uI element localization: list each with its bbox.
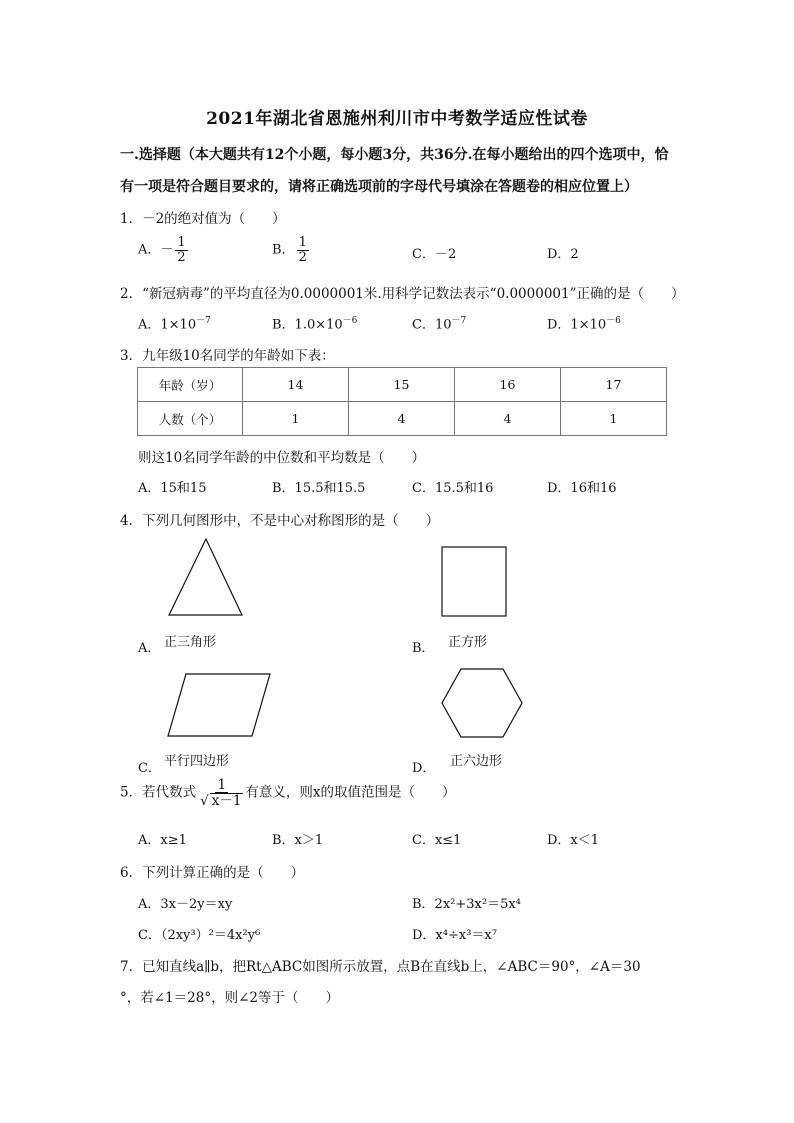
question-4-stem: 4．下列几何图形中，不是中心对称图形的是（ ） xyxy=(120,513,440,529)
triangle-figure xyxy=(160,534,250,620)
question-4-option-d-letter[interactable]: D． xyxy=(412,761,436,776)
question-4-option-d-name: 正六边形 xyxy=(450,754,503,769)
table-row xyxy=(138,402,667,436)
parallelogram-shape xyxy=(168,674,270,736)
question-5-prefix: 5．若代数式 xyxy=(120,784,197,801)
question-5-option-c[interactable]: C．x≤1 xyxy=(412,833,462,848)
section-heading-line2: 有一项是符合题目要求的，请将正确选项前的字母代号填涂在答题卷的相应位置上） xyxy=(120,179,638,195)
fraction-numerator: 1 xyxy=(177,235,186,250)
question-2-option-c[interactable] xyxy=(412,313,466,332)
question-3-stem: 3．九年级10名同学的年龄如下表： xyxy=(120,348,335,364)
question-6-option-a[interactable]: A．3x－2y＝xy xyxy=(138,897,233,912)
regular-hexagon-shape xyxy=(442,669,522,737)
fraction-numerator: 1 xyxy=(298,235,307,250)
option-a-fraction xyxy=(175,236,187,264)
question-1-stem: 1．－2的绝对值为（ ） xyxy=(120,211,286,227)
question-5-option-d[interactable]: D．x＜1 xyxy=(547,833,600,848)
question-6-stem: 6．下列计算正确的是（ ） xyxy=(120,865,305,881)
table-cell: 人数（个） xyxy=(138,402,243,436)
question-3-follow: 则这10名同学年龄的中位数和平均数是（ ） xyxy=(138,450,426,466)
option-b-base: B．1.0×10 xyxy=(272,317,343,333)
question-5-option-b[interactable]: B．x＞1 xyxy=(272,833,324,848)
question-3-option-c[interactable]: C．15.5和16 xyxy=(412,481,494,496)
question-6-option-c[interactable]: C．（2xy³）²＝4x²y⁶ xyxy=(138,928,261,943)
question-1-option-a[interactable] xyxy=(138,236,188,264)
table-cell: 年龄（岁） xyxy=(138,368,243,402)
question-3-option-a[interactable]: A．15和15 xyxy=(138,481,207,496)
option-b-fraction xyxy=(297,236,309,264)
option-b-label: B． xyxy=(272,242,295,258)
table-cell: 15 xyxy=(349,368,455,402)
option-a-exponent: －7 xyxy=(196,316,211,326)
question-2-option-d[interactable] xyxy=(547,313,621,332)
question-2-stem: 2．“新冠病毒”的平均直径为0.0000001米.用科学记数法表示“0.0000001”正确的是（ ） xyxy=(120,286,685,302)
option-a-label: A．－ xyxy=(138,242,174,258)
option-d-base: D．1×10 xyxy=(547,317,607,333)
table-cell: 16 xyxy=(455,368,561,402)
question-1-option-c[interactable]: C．－2 xyxy=(412,247,457,262)
table-cell: 14 xyxy=(243,368,349,402)
fraction-denominator: √ x－1 xyxy=(200,793,242,810)
question-4-option-a-name: 正三角形 xyxy=(164,635,217,650)
question-4-option-a-letter[interactable]: A． xyxy=(138,641,161,656)
question-2-option-a[interactable] xyxy=(138,313,211,332)
table-cell: 1 xyxy=(243,402,349,436)
age-table xyxy=(137,367,667,436)
table-cell: 1 xyxy=(561,402,667,436)
table-row xyxy=(138,368,667,402)
square-shape xyxy=(442,547,506,616)
equilateral-triangle-shape xyxy=(169,539,242,615)
question-3-option-b[interactable]: B．15.5和15.5 xyxy=(272,481,366,496)
question-6-option-b[interactable]: B．2x²+3x²＝5x⁴ xyxy=(412,897,521,912)
question-5-option-a[interactable]: A．x≥1 xyxy=(138,833,187,848)
option-b-exponent: －6 xyxy=(342,316,358,326)
fraction-denominator: 2 xyxy=(177,249,186,265)
question-1-option-d[interactable]: D．2 xyxy=(547,247,579,262)
section-heading-line1: 一.选择题（本大题共有12个小题，每小题3分，共36分.在每小题给出的四个选项中，恰 xyxy=(120,147,669,163)
question-4-option-b-letter[interactable]: B． xyxy=(412,641,435,656)
question-7-line1: 7．已知直线a∥b，把Rt△ABC如图所示放置，点B在直线b上，∠ABC＝90°，∠A＝30 xyxy=(120,959,641,975)
question-2-option-b[interactable] xyxy=(272,313,357,332)
question-4-option-c-name: 平行四边形 xyxy=(164,754,230,769)
option-c-base: C．10 xyxy=(412,317,452,333)
question-4-option-b-name: 正方形 xyxy=(448,635,488,650)
table-cell: 4 xyxy=(455,402,561,436)
fraction-denominator: 2 xyxy=(298,249,307,265)
question-5-stem xyxy=(120,778,456,808)
page-title: 2021年湖北省恩施州利川市中考数学适应性试卷 xyxy=(206,109,588,129)
question-1-option-b[interactable] xyxy=(272,236,309,264)
option-d-exponent: －6 xyxy=(606,316,621,326)
table-cell: 4 xyxy=(349,402,455,436)
question-6-option-d[interactable]: D．x⁴÷x³＝x⁷ xyxy=(412,928,497,943)
question-5-fraction xyxy=(198,778,245,808)
parallelogram-figure xyxy=(160,668,276,740)
hexagon-figure xyxy=(436,664,528,742)
table-cell: 17 xyxy=(561,368,667,402)
question-4-option-c-letter[interactable]: C． xyxy=(138,761,161,776)
question-5-suffix: 有意义，则x的取值范围是（ ） xyxy=(245,784,456,801)
radicand: x－1 xyxy=(211,793,242,810)
fraction-numerator: 1 xyxy=(217,777,227,793)
question-7-line2: °，若∠1＝28°，则∠2等于（ ） xyxy=(120,990,339,1006)
square-figure xyxy=(436,542,512,618)
option-c-exponent: －7 xyxy=(451,316,467,326)
option-a-base: A．1×10 xyxy=(138,317,197,333)
question-3-option-d[interactable]: D．16和16 xyxy=(547,481,617,496)
